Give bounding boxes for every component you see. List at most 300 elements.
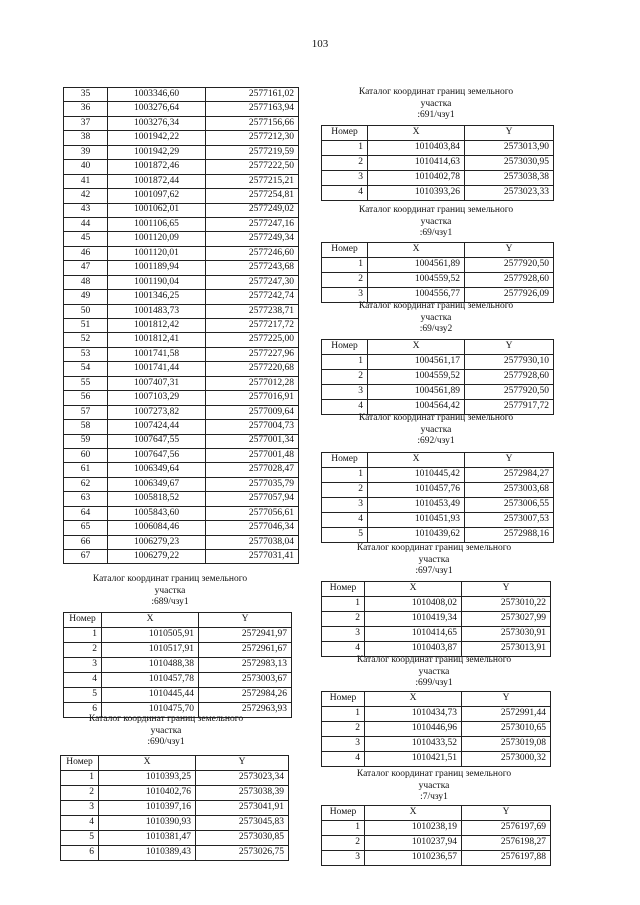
catalog-table: [321, 805, 551, 866]
table-row: [64, 145, 299, 159]
catalog-title-line: участка: [418, 554, 450, 565]
point-number-cell: 1: [322, 355, 368, 370]
table-row: [61, 786, 289, 801]
catalog-title-line: Каталог координат границ земельного: [356, 655, 512, 665]
table-row: [64, 290, 299, 304]
y-coordinate-cell: 2577930,10: [465, 355, 554, 370]
point-number-cell: 37: [64, 116, 108, 130]
catalog-title: [326, 301, 546, 336]
point-number-cell: 60: [64, 448, 108, 462]
x-coordinate-cell: 1010414,65: [365, 627, 462, 642]
x-coordinate-cell: 1001120,09: [108, 232, 206, 246]
y-coordinate-cell: 2577215,21: [206, 174, 299, 188]
table-row: [64, 189, 299, 203]
x-coordinate-cell: 1001190,04: [108, 275, 206, 289]
point-number-cell: 43: [64, 203, 108, 217]
x-coordinate-cell: 1010236,57: [365, 851, 462, 866]
table-row: [64, 405, 299, 419]
catalog-title-line: участка: [420, 312, 452, 323]
y-coordinate-cell: 2577212,30: [206, 131, 299, 145]
point-number-cell: 3: [64, 658, 102, 673]
x-coordinate-cell: 1003276,34: [108, 116, 206, 130]
y-coordinate-cell: 2572991,44: [462, 707, 551, 722]
point-number-cell: 3: [322, 737, 365, 752]
catalog-title-line: Каталог координат границ земельного: [358, 301, 514, 311]
point-number-cell: 4: [322, 400, 368, 415]
point-number-cell: 63: [64, 492, 108, 506]
y-coordinate-cell: 2577038,04: [206, 535, 299, 549]
point-number-cell: 3: [322, 627, 365, 642]
x-coordinate-cell: 1007647,55: [108, 434, 206, 448]
catalog-title-line: участка: [418, 666, 450, 677]
point-number-cell: 1: [322, 707, 365, 722]
x-coordinate-cell: 1010434,73: [365, 707, 462, 722]
catalog-parcel-id: :699/чзу1: [415, 678, 453, 688]
x-coordinate-cell: 1007647,56: [108, 448, 206, 462]
x-coordinate-cell: 1010393,25: [99, 771, 196, 786]
y-coordinate-cell: 2573013,91: [462, 642, 551, 657]
table-row: [64, 88, 299, 102]
column-header-y: Y: [462, 692, 551, 707]
x-coordinate-cell: 1004561,89: [368, 385, 465, 400]
y-coordinate-cell: 2577249,02: [206, 203, 299, 217]
table-row: [61, 771, 289, 786]
table-row: [64, 391, 299, 405]
y-coordinate-cell: 2577056,61: [206, 506, 299, 520]
x-coordinate-cell: 1010403,84: [368, 141, 465, 156]
point-number-cell: 2: [322, 273, 368, 288]
point-number-cell: 38: [64, 131, 108, 145]
point-number-cell: 62: [64, 477, 108, 491]
x-coordinate-cell: 1003276,64: [108, 102, 206, 116]
point-number-cell: 35: [64, 88, 108, 102]
x-coordinate-cell: 1010505,91: [102, 628, 199, 643]
table-row: [322, 498, 554, 513]
point-number-cell: 2: [61, 786, 99, 801]
catalog-title: [326, 205, 546, 240]
table-row: [64, 658, 292, 673]
point-number-cell: 3: [322, 171, 368, 186]
x-coordinate-cell: 1001483,73: [108, 304, 206, 318]
y-coordinate-cell: 2577249,34: [206, 232, 299, 246]
table-row: [64, 116, 299, 130]
catalog-title: [326, 413, 546, 448]
x-coordinate-cell: 1007103,29: [108, 391, 206, 405]
table-row: [322, 752, 551, 767]
catalog-title-line: Каталог координат границ земельного: [358, 87, 514, 97]
x-coordinate-cell: 1010457,76: [368, 483, 465, 498]
point-number-cell: 2: [64, 643, 102, 658]
column-header-x: X: [368, 453, 465, 468]
y-coordinate-cell: 2573045,83: [196, 816, 289, 831]
y-coordinate-cell: 2576198,27: [462, 836, 551, 851]
table-row: [64, 463, 299, 477]
table-row: [61, 801, 289, 816]
table-row: [322, 385, 554, 400]
point-number-cell: 46: [64, 246, 108, 260]
column-header-x: X: [365, 806, 462, 821]
catalog-parcel-id: :690/чзу1: [147, 737, 185, 747]
point-number-cell: 3: [322, 288, 368, 303]
point-number-cell: 36: [64, 102, 108, 116]
x-coordinate-cell: 1006084,46: [108, 521, 206, 535]
point-number-cell: 52: [64, 333, 108, 347]
catalog-table: [321, 242, 554, 303]
x-coordinate-cell: 1006349,64: [108, 463, 206, 477]
x-coordinate-cell: 1010451,93: [368, 513, 465, 528]
table-row: [64, 550, 299, 564]
x-coordinate-cell: 1001346,25: [108, 290, 206, 304]
table-row: [64, 275, 299, 289]
column-header-y: Y: [462, 806, 551, 821]
x-coordinate-cell: 1001872,46: [108, 160, 206, 174]
table-row: [64, 535, 299, 549]
catalog-title: [56, 714, 276, 749]
y-coordinate-cell: 2577001,48: [206, 448, 299, 462]
y-coordinate-cell: 2573038,39: [196, 786, 289, 801]
y-coordinate-cell: 2577161,02: [206, 88, 299, 102]
point-number-cell: 54: [64, 362, 108, 376]
table-row: [322, 851, 551, 866]
x-coordinate-cell: 1005818,52: [108, 492, 206, 506]
table-row: [322, 355, 554, 370]
y-coordinate-cell: 2576197,69: [462, 821, 551, 836]
column-header-y: Y: [196, 756, 289, 771]
table-header-row: [322, 806, 551, 821]
point-number-cell: 64: [64, 506, 108, 520]
catalog-table: [321, 125, 554, 201]
table-row: [322, 528, 554, 543]
y-coordinate-cell: 2572988,16: [465, 528, 554, 543]
y-coordinate-cell: 2573007,53: [465, 513, 554, 528]
table-row: [322, 597, 551, 612]
y-coordinate-cell: 2573030,91: [462, 627, 551, 642]
table-row: [322, 483, 554, 498]
x-coordinate-cell: 1010237,94: [365, 836, 462, 851]
catalog-title-line: Каталог координат границ земельного: [88, 714, 244, 724]
table-header-row: [322, 453, 554, 468]
x-coordinate-cell: 1010402,78: [368, 171, 465, 186]
x-coordinate-cell: 1006279,22: [108, 550, 206, 564]
point-number-cell: 51: [64, 319, 108, 333]
x-coordinate-cell: 1001942,22: [108, 131, 206, 145]
column-header-x: X: [365, 582, 462, 597]
y-coordinate-cell: 2577917,72: [465, 400, 554, 415]
point-number-cell: 57: [64, 405, 108, 419]
table-row: [322, 821, 551, 836]
y-coordinate-cell: 2577028,47: [206, 463, 299, 477]
x-coordinate-cell: 1004559,52: [368, 273, 465, 288]
table-row: [322, 171, 554, 186]
table-row: [64, 643, 292, 658]
point-number-cell: 61: [64, 463, 108, 477]
column-header-x: X: [102, 613, 199, 628]
y-coordinate-cell: 2573010,65: [462, 722, 551, 737]
x-coordinate-cell: 1007407,31: [108, 376, 206, 390]
table-row: [322, 513, 554, 528]
y-coordinate-cell: 2572984,26: [199, 688, 292, 703]
y-coordinate-cell: 2573006,55: [465, 498, 554, 513]
y-coordinate-cell: 2577926,09: [465, 288, 554, 303]
x-coordinate-cell: 1010421,51: [365, 752, 462, 767]
catalog-table: [321, 339, 554, 415]
y-coordinate-cell: 2573026,75: [196, 846, 289, 861]
table-row: [64, 362, 299, 376]
table-row: [322, 707, 551, 722]
table-row: [64, 347, 299, 361]
table-row: [322, 258, 554, 273]
point-number-cell: 4: [61, 816, 99, 831]
column-header-number: Номер: [322, 340, 368, 355]
x-coordinate-cell: 1001812,41: [108, 333, 206, 347]
y-coordinate-cell: 2573023,34: [196, 771, 289, 786]
point-number-cell: 50: [64, 304, 108, 318]
point-number-cell: 49: [64, 290, 108, 304]
column-header-y: Y: [465, 243, 554, 258]
x-coordinate-cell: 1004561,17: [368, 355, 465, 370]
point-number-cell: 48: [64, 275, 108, 289]
column-header-x: X: [99, 756, 196, 771]
catalog-parcel-id: :692/чзу1: [417, 436, 455, 446]
column-header-y: Y: [462, 582, 551, 597]
y-coordinate-cell: 2573003,67: [199, 673, 292, 688]
table-row: [64, 673, 292, 688]
table-row: [322, 141, 554, 156]
catalog-title: [60, 574, 280, 609]
column-header-y: Y: [199, 613, 292, 628]
table-row: [64, 304, 299, 318]
y-coordinate-cell: 2576197,88: [462, 851, 551, 866]
y-coordinate-cell: 2573000,32: [462, 752, 551, 767]
y-coordinate-cell: 2577219,59: [206, 145, 299, 159]
table-row: [64, 131, 299, 145]
table-row: [64, 261, 299, 275]
column-header-number: Номер: [322, 243, 368, 258]
y-coordinate-cell: 2573023,33: [465, 186, 554, 201]
y-coordinate-cell: 2573027,99: [462, 612, 551, 627]
x-coordinate-cell: 1001872,44: [108, 174, 206, 188]
table-row: [322, 836, 551, 851]
y-coordinate-cell: 2577156,66: [206, 116, 299, 130]
column-header-x: X: [368, 126, 465, 141]
point-number-cell: 53: [64, 347, 108, 361]
y-coordinate-cell: 2573041,91: [196, 801, 289, 816]
y-coordinate-cell: 2573003,68: [465, 483, 554, 498]
x-coordinate-cell: 1001741,58: [108, 347, 206, 361]
catalog-parcel-id: :689/чзу1: [151, 597, 189, 607]
x-coordinate-cell: 1006279,23: [108, 535, 206, 549]
point-number-cell: 45: [64, 232, 108, 246]
y-coordinate-cell: 2577243,68: [206, 261, 299, 275]
y-coordinate-cell: 2577012,28: [206, 376, 299, 390]
point-number-cell: 2: [322, 156, 368, 171]
x-coordinate-cell: 1010457,78: [102, 673, 199, 688]
point-number-cell: 3: [61, 801, 99, 816]
x-coordinate-cell: 1005843,60: [108, 506, 206, 520]
table-header-row: [64, 613, 292, 628]
catalog-title-line: участка: [420, 216, 452, 227]
point-number-cell: 1: [322, 141, 368, 156]
table-row: [64, 376, 299, 390]
point-number-cell: 65: [64, 521, 108, 535]
point-number-cell: 66: [64, 535, 108, 549]
y-coordinate-cell: 2572961,67: [199, 643, 292, 658]
column-header-y: Y: [465, 453, 554, 468]
y-coordinate-cell: 2572941,97: [199, 628, 292, 643]
point-number-cell: 6: [64, 703, 102, 718]
table-row: [64, 160, 299, 174]
point-number-cell: 4: [322, 186, 368, 201]
table-row: [64, 628, 292, 643]
column-header-number: Номер: [322, 692, 365, 707]
x-coordinate-cell: 1010403,87: [365, 642, 462, 657]
catalog-parcel-id: :7/чзу1: [420, 792, 448, 802]
catalog-table: [60, 755, 289, 861]
table-row: [322, 722, 551, 737]
table-row: [64, 521, 299, 535]
catalog-title-line: Каталог координат границ земельного: [358, 413, 514, 423]
x-coordinate-cell: 1010453,49: [368, 498, 465, 513]
table-row: [64, 506, 299, 520]
x-coordinate-cell: 1001189,94: [108, 261, 206, 275]
table-row: [322, 156, 554, 171]
y-coordinate-cell: 2577920,50: [465, 385, 554, 400]
point-number-cell: 47: [64, 261, 108, 275]
catalog-table: [321, 452, 554, 543]
y-coordinate-cell: 2577057,94: [206, 492, 299, 506]
x-coordinate-cell: 1004556,77: [368, 288, 465, 303]
point-number-cell: 3: [322, 498, 368, 513]
point-number-cell: 41: [64, 174, 108, 188]
catalog-parcel-id: :697/чзу1: [415, 566, 453, 576]
table-row: [64, 217, 299, 231]
catalog-table: [321, 581, 551, 657]
table-row: [64, 420, 299, 434]
point-number-cell: 40: [64, 160, 108, 174]
column-header-x: X: [368, 340, 465, 355]
x-coordinate-cell: 1010414,63: [368, 156, 465, 171]
catalog-parcel-id: :69/чзу2: [419, 324, 453, 334]
y-coordinate-cell: 2573030,85: [196, 831, 289, 846]
page-number: 103: [311, 38, 329, 50]
y-coordinate-cell: 2577001,34: [206, 434, 299, 448]
x-coordinate-cell: 1010408,02: [365, 597, 462, 612]
x-coordinate-cell: 1007424,44: [108, 420, 206, 434]
y-coordinate-cell: 2577242,74: [206, 290, 299, 304]
column-header-number: Номер: [322, 582, 365, 597]
catalog-title-line: Каталог координат границ земельного: [92, 574, 248, 584]
point-number-cell: 2: [322, 612, 365, 627]
catalog-title: [324, 655, 544, 690]
catalog-parcel-id: :69/чзу1: [419, 228, 453, 238]
y-coordinate-cell: 2577004,73: [206, 420, 299, 434]
point-number-cell: 2: [322, 836, 365, 851]
table-row: [61, 846, 289, 861]
x-coordinate-cell: 1001741,44: [108, 362, 206, 376]
column-header-number: Номер: [61, 756, 99, 771]
catalog-parcel-id: :691/чзу1: [417, 110, 455, 120]
catalog-title-line: участка: [150, 725, 182, 736]
table-row: [64, 102, 299, 116]
catalog-title: [324, 769, 544, 804]
table-row: [322, 468, 554, 483]
point-number-cell: 1: [61, 771, 99, 786]
x-coordinate-cell: 1010419,34: [365, 612, 462, 627]
table-row: [322, 627, 551, 642]
x-coordinate-cell: 1010445,42: [368, 468, 465, 483]
y-coordinate-cell: 2577220,68: [206, 362, 299, 376]
y-coordinate-cell: 2572984,27: [465, 468, 554, 483]
table-header-row: [322, 340, 554, 355]
y-coordinate-cell: 2577227,96: [206, 347, 299, 361]
x-coordinate-cell: 1010393,26: [368, 186, 465, 201]
point-number-cell: 5: [322, 528, 368, 543]
table-header-row: [322, 582, 551, 597]
column-header-number: Номер: [64, 613, 102, 628]
catalog-title-line: Каталог координат границ земельного: [356, 769, 512, 779]
table-row: [322, 273, 554, 288]
y-coordinate-cell: 2577920,50: [465, 258, 554, 273]
table-row: [64, 448, 299, 462]
y-coordinate-cell: 2577254,81: [206, 189, 299, 203]
point-number-cell: 1: [322, 597, 365, 612]
point-number-cell: 56: [64, 391, 108, 405]
x-coordinate-cell: 1010389,43: [99, 846, 196, 861]
y-coordinate-cell: 2577217,72: [206, 319, 299, 333]
point-number-cell: 2: [322, 483, 368, 498]
point-number-cell: 4: [322, 642, 365, 657]
table-row: [64, 246, 299, 260]
y-coordinate-cell: 2577246,60: [206, 246, 299, 260]
catalog-title-line: участка: [418, 780, 450, 791]
x-coordinate-cell: 1010390,93: [99, 816, 196, 831]
catalog-title-line: участка: [420, 424, 452, 435]
catalog-table: [63, 612, 292, 718]
y-coordinate-cell: 2577016,91: [206, 391, 299, 405]
x-coordinate-cell: 1007273,82: [108, 405, 206, 419]
y-coordinate-cell: 2577225,00: [206, 333, 299, 347]
x-coordinate-cell: 1001120,01: [108, 246, 206, 260]
column-header-y: Y: [465, 126, 554, 141]
point-number-cell: 55: [64, 376, 108, 390]
table-row: [322, 186, 554, 201]
x-coordinate-cell: 1004564,42: [368, 400, 465, 415]
point-number-cell: 67: [64, 550, 108, 564]
point-number-cell: 4: [322, 752, 365, 767]
y-coordinate-cell: 2577163,94: [206, 102, 299, 116]
point-number-cell: 39: [64, 145, 108, 159]
point-number-cell: 1: [322, 258, 368, 273]
x-coordinate-cell: 1001942,29: [108, 145, 206, 159]
table-row: [64, 232, 299, 246]
point-number-cell: 3: [322, 851, 365, 866]
catalog-title: [324, 543, 544, 578]
point-number-cell: 1: [64, 628, 102, 643]
point-number-cell: 3: [322, 385, 368, 400]
point-number-cell: 42: [64, 189, 108, 203]
point-number-cell: 4: [64, 673, 102, 688]
column-header-y: Y: [465, 340, 554, 355]
point-number-cell: 2: [322, 722, 365, 737]
x-coordinate-cell: 1010439,62: [368, 528, 465, 543]
y-coordinate-cell: 2577222,50: [206, 160, 299, 174]
column-header-number: Номер: [322, 806, 365, 821]
x-coordinate-cell: 1010381,47: [99, 831, 196, 846]
point-number-cell: 5: [64, 688, 102, 703]
point-number-cell: 44: [64, 217, 108, 231]
catalog-title-line: участка: [154, 585, 186, 596]
y-coordinate-cell: 2577247,30: [206, 275, 299, 289]
